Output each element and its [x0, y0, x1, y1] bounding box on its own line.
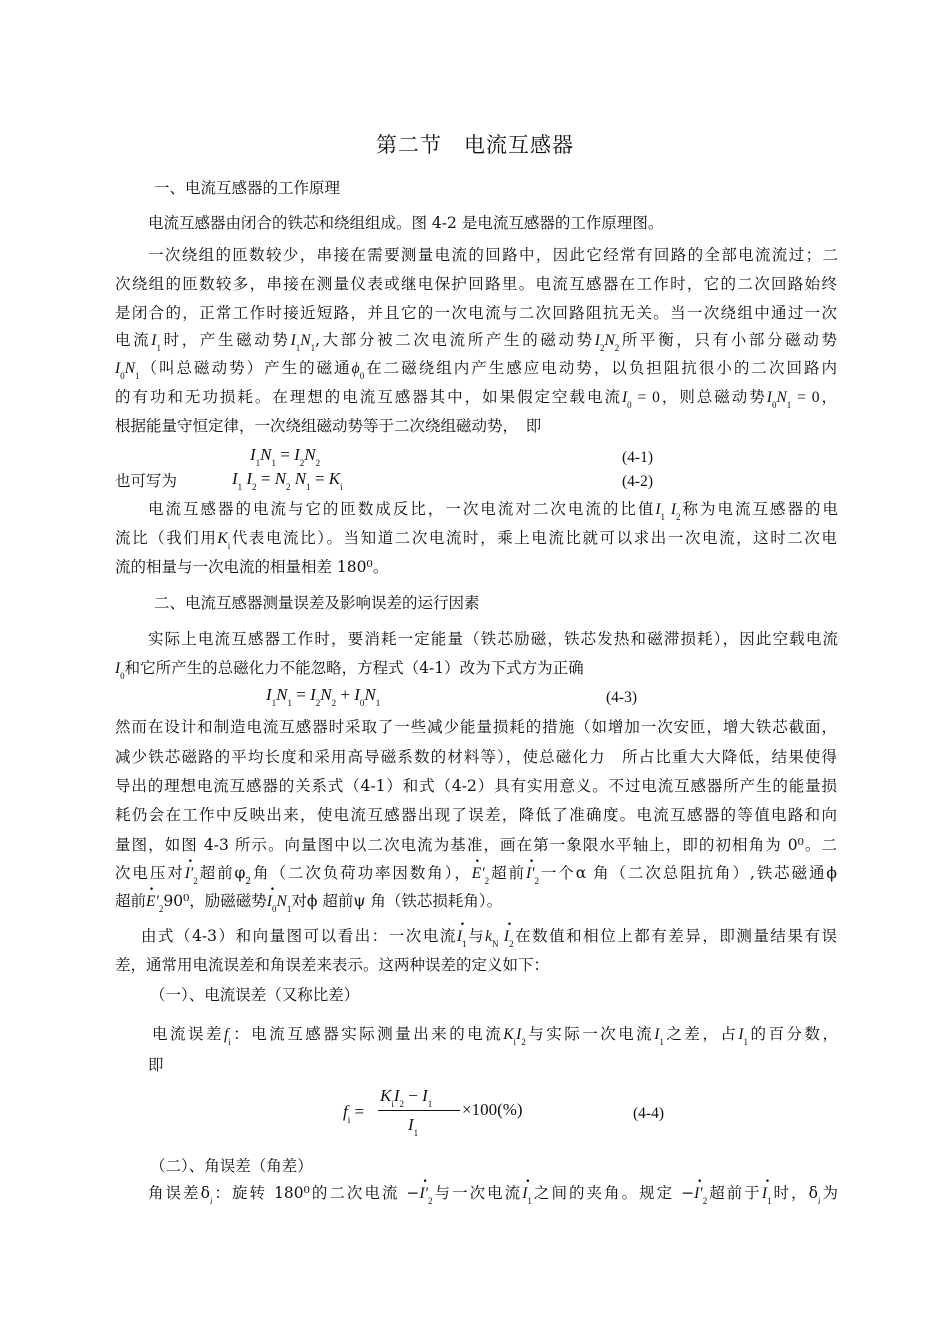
text-run: 流比（我们用 — [115, 529, 218, 547]
paragraph-line: 次电压对· $I'_2$超前$\varphi_2$角（二次负荷功率因数角），· $E'_2$超前· $I'_2$一个α 角（二次总阻抗角）,铁芯磁通ϕ — [115, 866, 837, 887]
text-run: 所平衡，只有小部分磁动势 — [619, 331, 837, 349]
text-run: 在二磁绕组内产生感应电动势，以负担阻抗很小的二次回路内 — [364, 359, 837, 377]
equation-4-4-lhs: $f_i$ = — [343, 1102, 365, 1125]
paragraph-line — [141, 929, 837, 949]
text-run: 与实际一次电流 — [525, 1025, 655, 1043]
math-symbol: $K_iI_2$ — [503, 1026, 526, 1047]
equation-4-3: $I_1N_1 = I_2N_2 + I_0N_1$ — [266, 685, 381, 708]
fraction-bar — [378, 1110, 460, 1111]
equation-number: (4-2) — [622, 473, 653, 490]
math-symbol: $K_i$ — [217, 530, 231, 551]
math-symbol: $I_0 = 0$ — [621, 389, 660, 410]
paragraph-line: 是闭合的，正常工作时接近短路，并且它的一次电流与二次回路阻抗无关。当一次绕组中通过一次 — [115, 304, 837, 322]
paragraph-line: 导出的理想电流互感器的关系式（4-1）和式（4-2）具有实用意义。不过电流互感器所产生的能量损 — [115, 777, 837, 795]
text-run: ,大部分被二次电流所产生的磁动势 — [315, 331, 595, 349]
text-run: 在数值和相位上都有差异，即测量结果有误 — [513, 927, 837, 945]
math-symbol: $I_1$ — [738, 1026, 748, 1047]
text-run: 之差，占 — [663, 1025, 739, 1043]
equation-4-1: $I_1N_1 = I_2N_2$ — [250, 445, 321, 468]
text-run: ：电流互感器实际测量出来的电流 — [230, 1025, 504, 1043]
math-symbol: $I_0N_1$ — [115, 360, 140, 381]
text-run: 与 — [466, 927, 486, 945]
paragraph-line: 减少铁芯磁路的平均长度和采用高导磁系数的材料等），使总磁化力 所占比重大大降低，结果使得 — [115, 748, 837, 766]
equation-4-2: $I_1$ $I_2 = N_2$ $N_1 = K_i$ — [232, 469, 343, 492]
paragraph-line: 次绕组的匝数较多，串接在测量仪表或继电保护回路里。电流互感器在工作时，它的二次回路始终 — [115, 275, 837, 293]
text-run: 角（二次负荷功率因数角）， — [251, 864, 472, 882]
text-run: ，则总磁动势 — [659, 388, 767, 406]
paragraph-line: 差，通常用电流误差和角误差来表示。这两种误差的定义如下： — [115, 956, 550, 974]
equation-number: (4-1) — [622, 449, 653, 466]
paragraph-line — [115, 661, 837, 681]
math-symbol: · $E'_2$ — [146, 893, 163, 910]
math-symbol: · $I_1$ — [457, 928, 467, 945]
text-run: 时，δ — [771, 1184, 818, 1202]
paragraph-line: 根据能量守恒定律，一次绕组磁动势等于二次绕组磁动势， 即 — [115, 417, 542, 435]
text-run: 称为电流互感器的电 — [680, 500, 838, 518]
math-symbol: · $I_1$ — [522, 1185, 532, 1202]
text-run: 电流互感器的电流与它的匝数成反比，一次电流对二次电流的比值 — [148, 500, 656, 518]
equation-4-4-tail: ×100(%) — [462, 1100, 523, 1119]
paragraph-line: 流的相量与一次电流的相量相差 180⁰。 — [115, 558, 389, 576]
text-run: ， — [819, 388, 837, 406]
heading-current-error: （一）、电流误差（又称比差） — [150, 986, 360, 1004]
text-run: 为 — [820, 1184, 838, 1202]
paragraph-line — [152, 1027, 838, 1047]
text-run: 超前于 — [707, 1184, 762, 1202]
text-run: 时，产生磁动势 — [160, 331, 291, 349]
math-symbol: $k_N \cdot I_2$ — [485, 928, 513, 945]
paragraph-line — [115, 531, 837, 551]
text-run: 90⁰，励磁磁势 — [163, 892, 267, 910]
paragraph-line: 也可写为 — [115, 472, 178, 490]
equation-number: (4-4) — [633, 1105, 664, 1122]
paragraph-line: 量图，如图 4-3 所示。向量图中以二次电流为基准，画在第一象限水平轴上，即的初相角为 0⁰。二 — [115, 836, 837, 854]
math-symbol: $I_1N_1$ — [290, 332, 316, 353]
text-run: 超前φ — [197, 864, 246, 882]
math-symbol: · $I_0N_1$ — [267, 893, 292, 910]
text-run: 之间的夹角。规定 − — [531, 1184, 695, 1202]
text-run: 超前 — [115, 892, 147, 910]
math-symbol: $I_1$ $I_2$ — [655, 501, 681, 522]
paragraph-line — [115, 333, 837, 353]
text-run: 代表电流比）。当知道二次电流时，乘上电流比就可以求出一次电流，这时二次电 — [230, 529, 837, 547]
heading-angle-error: （二）、角误差（角差） — [150, 1157, 313, 1175]
math-symbol: $\phi_0$ — [351, 360, 365, 381]
text-run: 对ϕ 超前ψ 角（铁芯损耗角）。 — [291, 892, 503, 910]
paragraph-line — [115, 894, 837, 914]
paragraph-line: 角误差$\delta_i$：旋转 180⁰的二次电流 −· $I'_2$与一次电流· $I_1$之间的夹角。规定 −· $I'_2$超前于· $I_1$时，$\delta_i$为 — [148, 1186, 838, 1206]
math-symbol: $I_1$ — [654, 1026, 664, 1047]
text-run: 的有功和无功损耗。在理想的电流互感器其中，如果假定空载电流 — [115, 388, 622, 406]
math-symbol: · $I'_2$ — [419, 1185, 432, 1202]
text-run: （叫总磁动势）产生的磁通 — [139, 359, 352, 377]
equation-4-4-numerator: $K_iI_2 - I_1$ — [380, 1086, 433, 1109]
math-symbol: $f_i$ — [223, 1026, 231, 1047]
paragraph-line — [115, 361, 837, 381]
equation-number: (4-3) — [606, 689, 637, 706]
text-run: 由式（4-3）和向量图可以看出：一次电流 — [141, 927, 457, 945]
math-symbol: $I_2N_2$ — [594, 332, 620, 353]
paragraph-line: 然而在设计和制造电流互感器时采取了一些减少能量损耗的措施（如增加一次安匝，增大铁芯截面， — [115, 718, 837, 736]
section-title: 第二节 电流互感器 — [376, 133, 574, 157]
math-symbol: $I_0$ — [115, 660, 125, 681]
math-symbol: · $I'_2$ — [526, 865, 539, 882]
text-run: 一个α 角（二次总阻抗角）,铁芯磁通ϕ — [539, 864, 837, 882]
text-run: 电流 — [115, 331, 152, 349]
text-run: 次电压对 — [115, 864, 185, 882]
math-symbol: $I_1$ — [151, 332, 161, 353]
paragraph-line: 实际上电流互感器工作时，要消耗一定能量（铁芯励磁，铁芯发热和磁滞损耗），因此空载电流 — [148, 630, 838, 648]
math-symbol: · $I'_2$ — [185, 865, 198, 882]
text-run: 电流误差 — [152, 1025, 224, 1043]
paragraph-line: 耗仍会在工作中反映出来，使电流互感器出现了误差，降低了准确度。电流互感器的等值电路和向 — [115, 806, 837, 824]
paragraph-line: 即 — [148, 1056, 164, 1074]
paragraph-line — [148, 502, 838, 522]
text-run: 超前 — [489, 864, 526, 882]
text-run: ：旋转 180⁰的二次电流 − — [212, 1184, 420, 1202]
text-run: 的百分数， — [748, 1025, 838, 1043]
text-run: 角误差δ — [148, 1184, 210, 1202]
math-symbol: · $I_1$ — [762, 1185, 772, 1202]
heading-principle: 一、电流互感器的工作原理 — [154, 179, 341, 197]
heading-errors: 二、电流互感器测量误差及影响误差的运行因素 — [154, 594, 480, 612]
equation-4-4-denominator: $I_1$ — [408, 1115, 419, 1138]
paragraph-line — [115, 390, 837, 410]
paragraph-intro: 电流互感器由闭合的铁芯和绕组组成。图 4-2 是电流互感器的工作原理图。 — [148, 214, 664, 232]
math-symbol: $I_0N_1 = 0$ — [766, 389, 820, 410]
text-run: 和它所产生的总磁化力不能忽略，方程式（4-1）改为下式方为正确 — [124, 659, 584, 677]
text-run: 与一次电流 — [432, 1184, 523, 1202]
paragraph-line: 一次绕组的匝数较少，串接在需要测量电流的回路中，因此它经常有回路的全部电流流过；二 — [148, 246, 838, 264]
math-symbol: · $I'_2$ — [694, 1185, 707, 1202]
math-symbol: · $E'_2$ — [472, 865, 489, 882]
